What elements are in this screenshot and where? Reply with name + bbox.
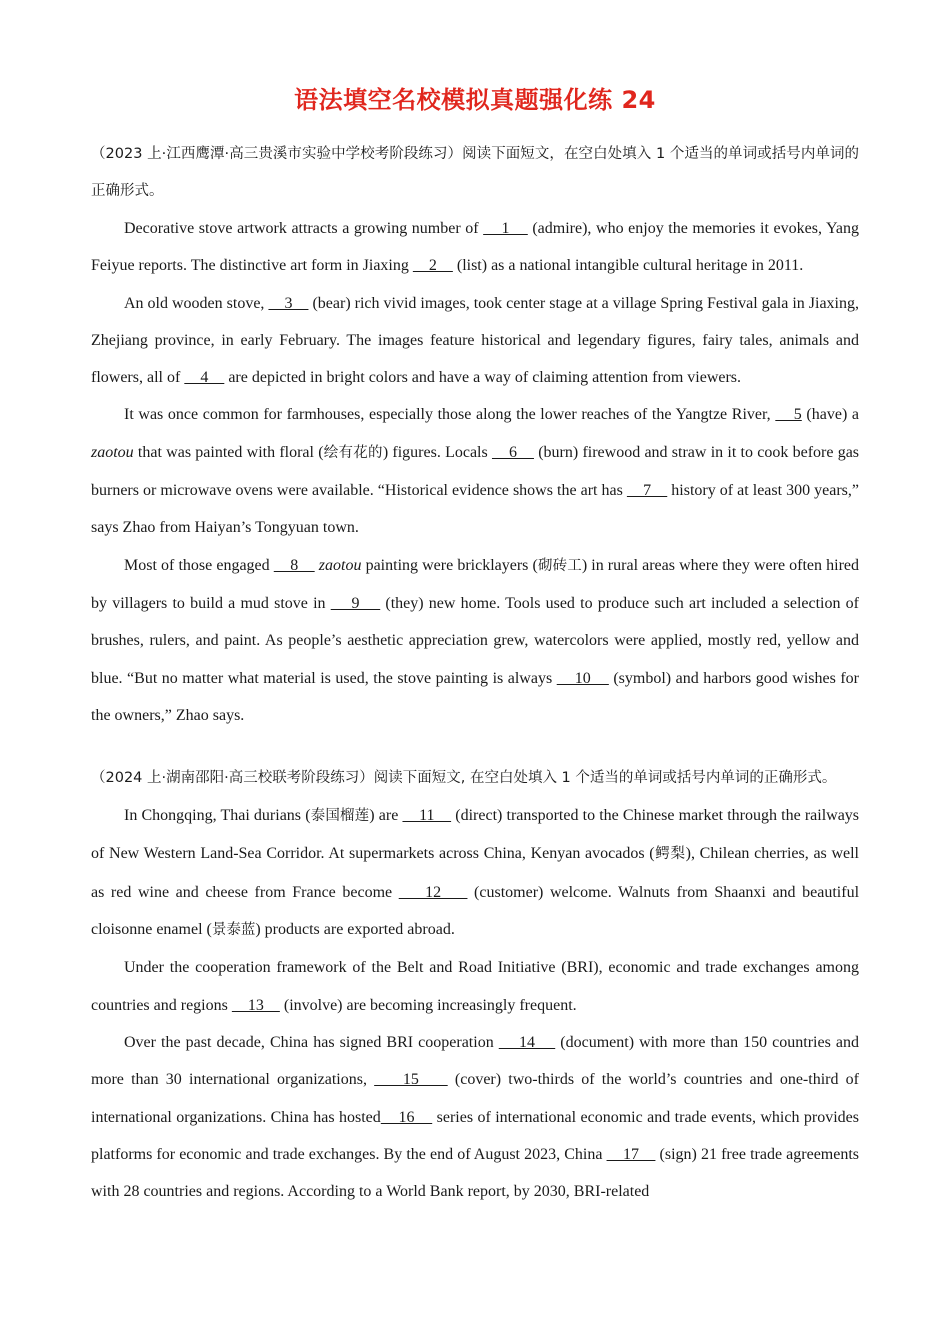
- section-1-source: （2023 上·江西鹰潭·高三贵溪市实验中学校考阶段练习）阅读下面短文，在空白处填入 1 个适当的单词或括号内单词的正确形式。: [91, 146, 859, 199]
- blank-7[interactable]: 7: [626, 482, 668, 500]
- blank-17[interactable]: 17: [606, 1145, 656, 1163]
- blank-13[interactable]: 13: [231, 996, 280, 1014]
- blank-15[interactable]: 15: [374, 1071, 448, 1089]
- section-2-source: （2024 上·湖南邵阳·高三校联考阶段练习）阅读下面短文, 在空白处填入 1 个适当的单词或括号内单词的正确形式。: [91, 770, 837, 787]
- document-page: [91, 84, 859, 1210]
- blank-12[interactable]: 12: [398, 883, 468, 901]
- section-1-paragraph-1: Decorative stove artwork attracts a growing number of 1 (admire), who enjoy the memories it evokes, Yang Feiyue reports. The distinctive art form in Jiaxing 2 (list) as a national intangible cultural heritage in 2011.: [91, 220, 859, 275]
- section-2-paragraph-1: In Chongqing, Thai durians (泰国榴莲) are 11 (direct) transported to the Chinese market through the railways of New Western Land-Sea Corridor. At supermarkets across China, Kenyan avocados (鳄梨), Chilean cherries, as well as red wine and cheese from France become 12 (customer) welcome. Walnuts from Shaanxi and beautiful cloisonne enamel (景泰蓝) products are exported abroad.: [91, 807, 860, 939]
- section-2-paragraph-3: Over the past decade, China has signed BRI cooperation 14 (document) with more than 150 countries and more than 30 international organizations, 15 (cover) two-thirds of the world’s countries and one-third of international organizations. China has hosted 16 series of international economic and trade events, which provides platforms for economic and trade exchanges. By the end of August 2023, China 17 (sign) 21 free trade agreements with 28 countries and regions. According to a World Bank report, by 2030, BRI-related: [91, 1033, 860, 1201]
- blank-14[interactable]: 14: [498, 1033, 556, 1051]
- blank-8[interactable]: 8: [273, 556, 315, 574]
- blank-6[interactable]: 6: [491, 443, 534, 461]
- blank-5[interactable]: 5: [775, 406, 802, 424]
- blank-3[interactable]: 3: [268, 294, 309, 312]
- blank-4[interactable]: 4: [184, 369, 225, 387]
- blank-11[interactable]: 11: [402, 807, 452, 825]
- blank-10[interactable]: 10: [556, 669, 609, 687]
- blank-9[interactable]: 9: [330, 594, 381, 612]
- blank-16[interactable]: 16: [380, 1108, 433, 1126]
- blank-1[interactable]: 1: [483, 220, 528, 237]
- section-spacer: [91, 734, 859, 760]
- section-1-paragraph-4: Most of those engaged 8 zaotou painting were bricklayers (砌砖工) in rural areas where they were often hired by villagers to build a mud stove in 9 (they) new home. Tools used to produce such art included a selection of brushes, rulers, and paint. As people’s aesthetic appreciation grew, watercolors were applied, mostly red, yellow and blue. “But no matter what material is used, the stove painting is always 10 (symbol) and harbors good wishes for the owners,” Zhao says.: [91, 556, 860, 724]
- blank-2[interactable]: 2: [412, 257, 453, 275]
- section-1-paragraph-3: It was once common for farmhouses, especially those along the lower reaches of the Yangtze River, 5 (have) a zaotou that was painted with floral (绘有花的) figures. Locals 6 (burn) firewood and straw in it to cook before gas burners or microwave ovens were available. “Historical evidence shows the art has 7 history of at least 300 years,” says Zhao from Haiyan’s Tongyuan town.: [91, 406, 860, 537]
- section-1-paragraph-2: An old wooden stove, 3 (bear) rich vivid images, took center stage at a village Spring Festival gala in Jiaxing, Zhejiang province, in early February. The images feature historical and legendary figures, fairy tales, animals and flowers, all of 4 are depicted in bright colors and have a way of claiming attention from viewers.: [91, 294, 859, 387]
- page-title: 语法填空名校模拟真题强化练 24: [294, 86, 656, 114]
- section-2-paragraph-2: Under the cooperation framework of the Belt and Road Initiative (BRI), economic and trade exchanges among countries and regions 13 (involve) are becoming increasingly frequent.: [91, 959, 859, 1014]
